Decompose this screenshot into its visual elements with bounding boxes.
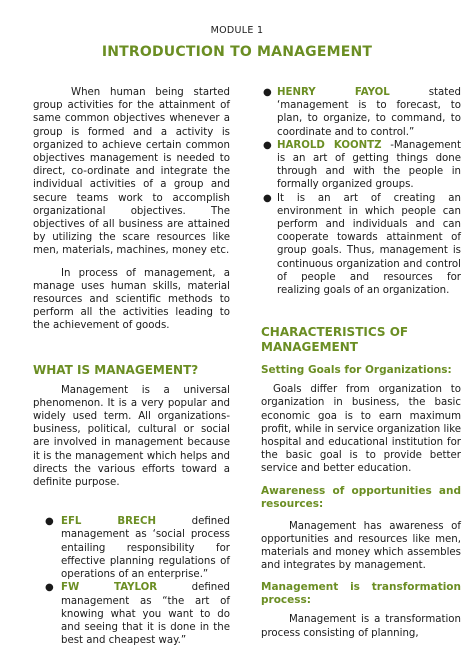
what-is-management-heading: WHAT IS MANAGEMENT? (33, 362, 199, 377)
definition-text: -Management is an art of getting things done through and with the people in formally organized groups. (277, 139, 461, 191)
bullet-icon: ● (263, 192, 272, 204)
list-item (33, 515, 230, 581)
characteristics-heading: CHARACTERISTICS OF MANAGEMENT (261, 325, 409, 355)
universal-paragraph: Management is a universal phenomenon. It is a very popular and widely used term. All organizations-business, political, cultural or social are involved in management because it is the management which helps and directs the various efforts toward a definite purpose. (33, 384, 230, 489)
definition-text: stated ‘management is to forecast, to plan, to organize, to command, to coordinate and to control.” (277, 87, 461, 138)
right-column (261, 86, 461, 640)
awareness-paragraph: Management has awareness of opportunities and resources like men, materials and money which assembles and integrates by management. (261, 520, 461, 572)
definition-list-right (261, 86, 461, 297)
definition-text: defined management as ‘social process entailing responsibility for effective planning regulations of operations of an enterprise.” (61, 516, 230, 581)
intro-paragraph: When human being started group activities for the attainment of same common objectives whenever a group is formed and a activity is organized to achieve certain common objectives management is needed to direct, co-ordinate and integrate the individual activities of a group and secure teams work to accomplish organizational objectives. The objectives of all business are attained by utilizing the scare resources like men, materials, machines, money etc. (33, 87, 230, 257)
bullet-icon: ● (263, 139, 272, 151)
list-item (33, 581, 230, 647)
author-name: HENRY FAYOL (277, 87, 390, 98)
awareness-subheading: Awareness of opportunities and resources: (261, 484, 461, 510)
goals-subheading: Setting Goals for Organizations: (261, 364, 452, 377)
bullet-icon: ● (45, 516, 54, 528)
page-title: INTRODUCTION TO MANAGEMENT (101, 44, 373, 60)
author-name: EFL BRECH (61, 516, 156, 528)
transformation-subheading: Management is transformation process: (261, 581, 461, 607)
module-label: MODULE 1 (210, 25, 264, 36)
definition-list-left (33, 515, 230, 647)
process-paragraph: In process of management, a manage uses human skills, material resources and scientific methods to perform all the activities leading to the achievement of goods. (33, 267, 230, 332)
author-name: HAROLD KOONTZ (277, 139, 382, 151)
list-item (261, 192, 461, 298)
left-column (33, 86, 230, 647)
bullet-icon: ● (45, 582, 54, 594)
bullet-icon: ● (263, 87, 272, 98)
list-item (261, 86, 461, 139)
definition-text: It is an art of creating an environment in which people can perform and individuals and can cooperate towards attainment of group goals. Thus, management is continuous organization and control of people and resources for realizing goals of an organization. (277, 192, 461, 297)
goals-paragraph: Goals differ from organization to organization in business, the basic economic goa is to earn maximum profit, while in service organization like hospital and educational institution for the basic goal is to provide better service and better education. (261, 384, 461, 475)
definition-text: defined management as “the art of knowing what you want to do and seeing that it is done in the best and cheapest way.” (61, 582, 230, 647)
list-item (261, 139, 461, 192)
transformation-paragraph: Management is a transformation process consisting of planning, (261, 614, 461, 639)
author-name: FW TAYLOR (61, 582, 158, 594)
